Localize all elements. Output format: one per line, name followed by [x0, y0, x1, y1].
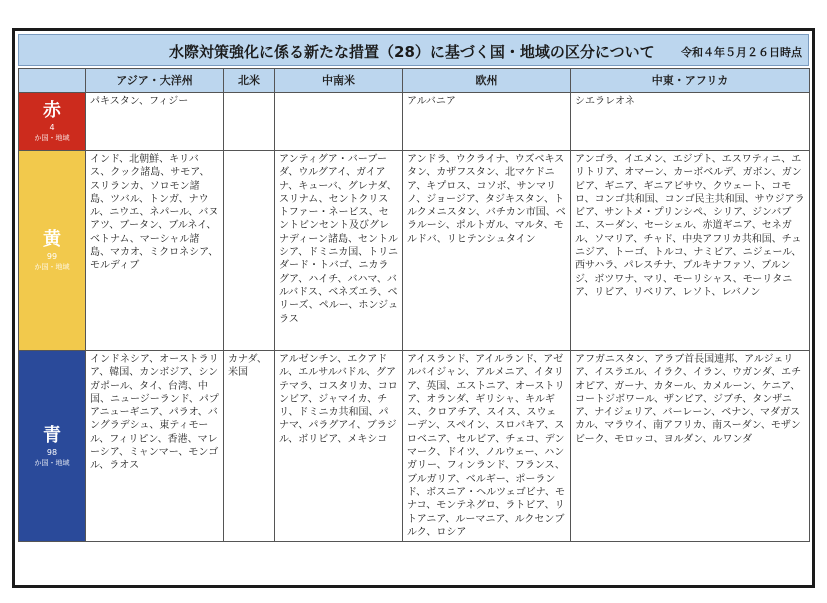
column-header-middle-east-africa: 中東・アフリカ	[571, 69, 810, 93]
column-header-north-america: 北米	[224, 69, 275, 93]
cell-red-latin-america	[275, 93, 403, 151]
as-of-date: 令和４年５月２６日時点	[681, 46, 802, 59]
country-classification-table	[18, 68, 810, 542]
category-count: 4	[49, 123, 55, 132]
category-label-yellow	[19, 151, 86, 351]
category-label-red	[19, 93, 86, 151]
category-count: 99	[46, 252, 58, 261]
cell-yellow-middle-east-africa: アンゴラ、イエメン、エジプト、エスワティニ、エリトリア、オマーン、カーボベルデ、ガボン、ガンビア、ギニア、ギニアビサウ、クウェート、コモロ、コンゴ共和国、コンゴ民主共和国、サウジアラビア、サントメ・プリンシペ、シリア、ジンバブエ、スーダン、セーシェル、赤道ギニア、セネガル、ソマリア、チャド、中央アフリカ共和国、チュニジア、トーゴ、トルコ、ナミビア、ニジェール、西サハラ、パレスチナ、ブルキナファソ、ブルンジ、ボツワナ、マリ、モーリシャス、モーリタニア、リビア、リベリア、レソト、レバノン	[571, 151, 810, 351]
column-header-asia-pacific: アジア・大洋州	[86, 69, 224, 93]
category-unit: か国・地域	[34, 134, 70, 142]
cell-blue-asia-pacific: インドネシア、オーストラリア、韓国、カンボジア、シンガポール、タイ、台湾、中国、ニュージーランド、パプアニューギニア、パラオ、バングラデシュ、東ティモール、フィリピン、香港、マレーシア、ミャンマー、モンゴル、ラオス	[86, 351, 224, 542]
category-row-blue	[19, 351, 810, 542]
corner-cell	[19, 69, 86, 93]
cell-yellow-latin-america: アンティグア・バーブーダ、ウルグアイ、ガイアナ、キューバ、グレナダ、スリナム、セントクリストファー・ネービス、セントビンセント及びグレナディーン諸島、セントルシア、ドミニカ国、トリニダード・トバゴ、ニカラグア、ハイチ、バハマ、バルバドス、ベネズエラ、ベリーズ、ペルー、ホンジュラス	[275, 151, 403, 351]
cell-blue-latin-america: アルゼンチン、エクアドル、エルサルバドル、グアテマラ、コスタリカ、コロンビア、ジャマイカ、チリ、ドミニカ共和国、パナマ、パラグアイ、ブラジル、ボリビア、メキシコ	[275, 351, 403, 542]
page-title: 水際対策強化に係る新たな措置（28）に基づく国・地域の区分について	[169, 43, 655, 61]
header-row	[19, 69, 810, 93]
column-header-latin-america: 中南米	[275, 69, 403, 93]
category-count: 98	[46, 447, 58, 457]
category-label-blue	[19, 351, 86, 542]
category-unit: か国・地域	[34, 458, 70, 467]
category-name: 赤	[43, 100, 61, 121]
category-name: 黄	[43, 229, 61, 250]
cell-yellow-asia-pacific: インド、北朝鮮、キリバス、クック諸島、サモア、スリランカ、ソロモン諸島、ツバル、トンガ、ナウル、ニウエ、ネパール、バヌアツ、ブータン、ブルネイ、ベトナム、マーシャル諸島、マカオ、ミクロネシア、モルディブ	[86, 151, 224, 351]
category-row-yellow	[19, 151, 810, 351]
cell-blue-europe: アイスランド、アイルランド、アゼルバイジャン、アルメニア、イタリア、英国、エストニア、オーストリア、オランダ、ギリシャ、キルギス、クロアチア、スイス、スウェーデン、スペイン、スロバキア、スロベニア、セルビア、チェコ、デンマーク、ドイツ、ノルウェー、ハンガリー、フィンランド、フランス、ブルガリア、ベルギー、ポーランド、ボスニア・ヘルツェゴビナ、モナコ、モンテネグロ、ラトビア、リトアニア、ルーマニア、ルクセンブルク、ロシア	[403, 351, 571, 542]
category-row-red	[19, 93, 810, 151]
cell-yellow-north-america	[224, 151, 275, 351]
cell-red-europe: アルバニア	[403, 93, 571, 151]
cell-blue-north-america: カナダ、米国	[224, 351, 275, 542]
cell-red-asia-pacific: パキスタン、フィジー	[86, 93, 224, 151]
cell-blue-middle-east-africa: アフガニスタン、アラブ首長国連邦、アルジェリア、イスラエル、イラク、イラン、ウガンダ、エチオピア、ガーナ、カタール、カメルーン、ケニア、コートジボワール、ザンビア、ジブチ、タンザニア、ナイジェリア、バーレーン、ベナン、マダガスカル、マラウイ、南アフリカ、南スーダン、モザンビーク、モロッコ、ヨルダン、ルワンダ	[571, 351, 810, 542]
title-bar	[18, 34, 809, 66]
cell-red-middle-east-africa: シエラレオネ	[571, 93, 810, 151]
cell-yellow-europe: アンドラ、ウクライナ、ウズベキスタン、カザフスタン、北マケドニア、キプロス、コソボ、サンマリノ、ジョージア、タジキスタン、トルクメニスタン、バチカン市国、ベラルーシ、ポルトガル、マルタ、モルドバ、リヒテンシュタイン	[403, 151, 571, 351]
cell-red-north-america	[224, 93, 275, 151]
category-unit: か国・地域	[34, 263, 70, 271]
category-name: 青	[43, 424, 61, 446]
column-header-europe: 欧州	[403, 69, 571, 93]
